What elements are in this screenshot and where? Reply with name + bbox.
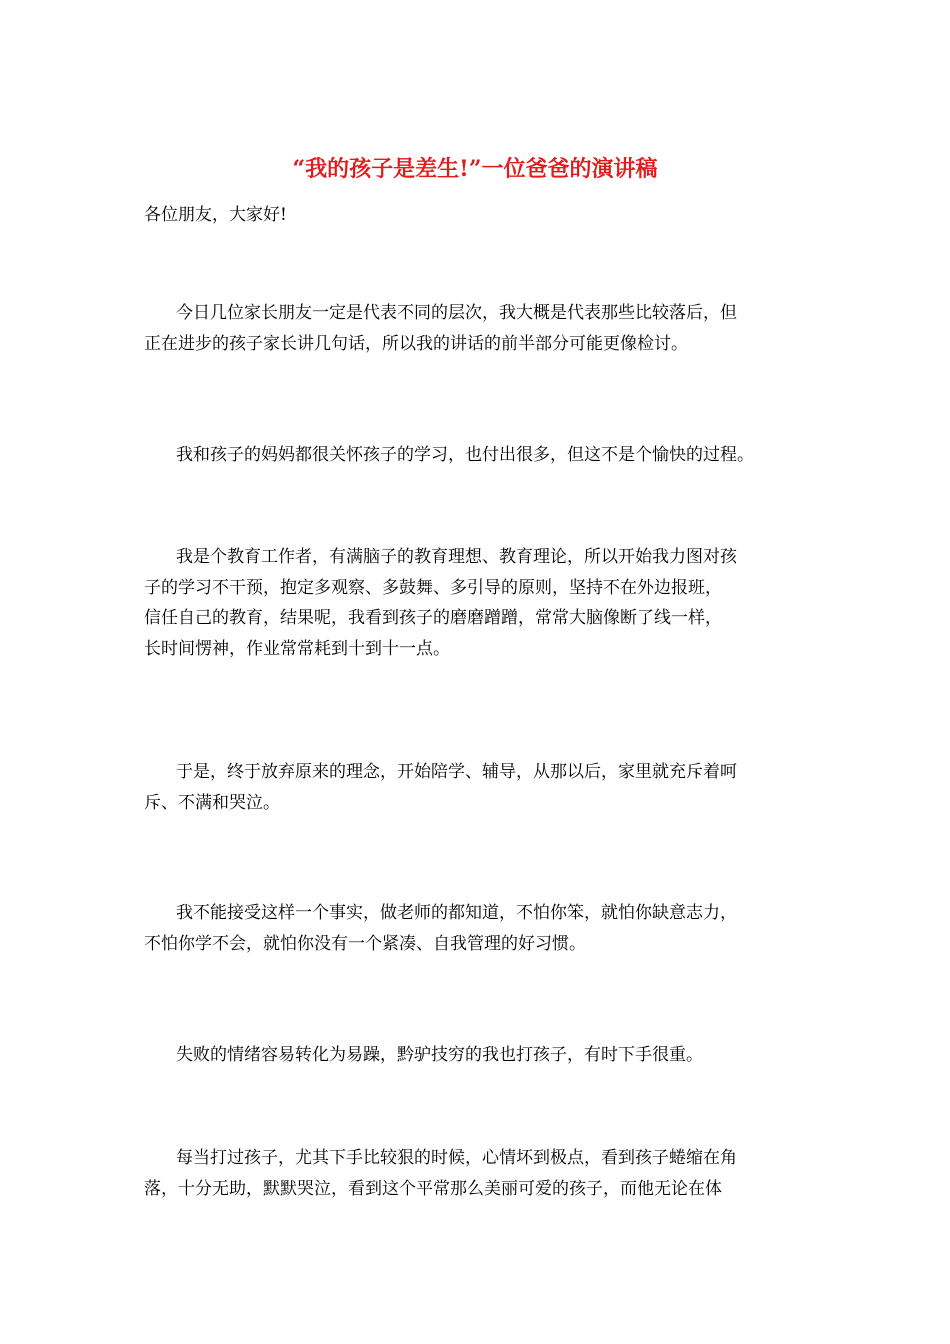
paragraph-line: 我不能接受这样一个事实，做老师的都知道，不怕你笨，就怕你缺意志力， <box>176 903 737 923</box>
paragraph-6 <box>144 1040 820 1071</box>
paragraph-4 <box>144 757 820 818</box>
paragraph-line: 正在进步的孩子家长讲几句话，所以我的讲话的前半部分可能更像检讨。 <box>144 333 688 354</box>
greeting: 各位朋友，大家好! <box>144 205 287 225</box>
paragraph-line: 信任自己的教育，结果呢，我看到孩子的磨磨蹭蹭，常常大脑像断了线一样， <box>144 608 722 628</box>
paragraph-line: 失败的情绪容易转化为易躁，黔驴技穷的我也打孩子，有时下手很重。 <box>176 1045 703 1065</box>
paragraph-line: 今日几位家长朋友一定是代表不同的层次，我大概是代表那些比较落后，但 <box>176 303 737 323</box>
paragraph-line: 落，十分无助，默默哭泣，看到这个平常那么美丽可爱的孩子，而他无论在体 <box>144 1178 722 1199</box>
paragraph-line: 长时间愣神，作业常常耗到十到十一点。 <box>144 638 450 659</box>
paragraph-7 <box>144 1143 820 1204</box>
paragraph-line: 我和孩子的妈妈都很关怀孩子的学习，也付出很多，但这不是个愉快的过程。 <box>176 445 754 465</box>
document-title: “我的孩子是差生!”一位爸爸的演讲稿 <box>292 156 658 182</box>
paragraph-2 <box>144 440 820 471</box>
paragraph-1 <box>144 298 820 359</box>
paragraph-5 <box>144 898 820 959</box>
paragraph-3 <box>144 542 820 664</box>
paragraph-line: 不怕你学不会，就怕你没有一个紧凑、自我管理的好习惯。 <box>144 933 586 954</box>
paragraph-line: 于是，终于放弃原来的理念，开始陪学、辅导，从那以后，家里就充斥着呵 <box>176 762 737 782</box>
paragraph-line: 我是个教育工作者，有满脑子的教育理想、教育理论，所以开始我力图对孩 <box>176 547 737 567</box>
paragraph-line: 斥、不满和哭泣。 <box>144 792 280 813</box>
paragraph-line: 每当打过孩子，尤其下手比较狠的时候，心情坏到极点，看到孩子蜷缩在角 <box>176 1148 737 1168</box>
paragraph-line: 子的学习不干预，抱定多观察、多鼓舞、多引导的原则，坚持不在外边报班， <box>144 577 722 598</box>
